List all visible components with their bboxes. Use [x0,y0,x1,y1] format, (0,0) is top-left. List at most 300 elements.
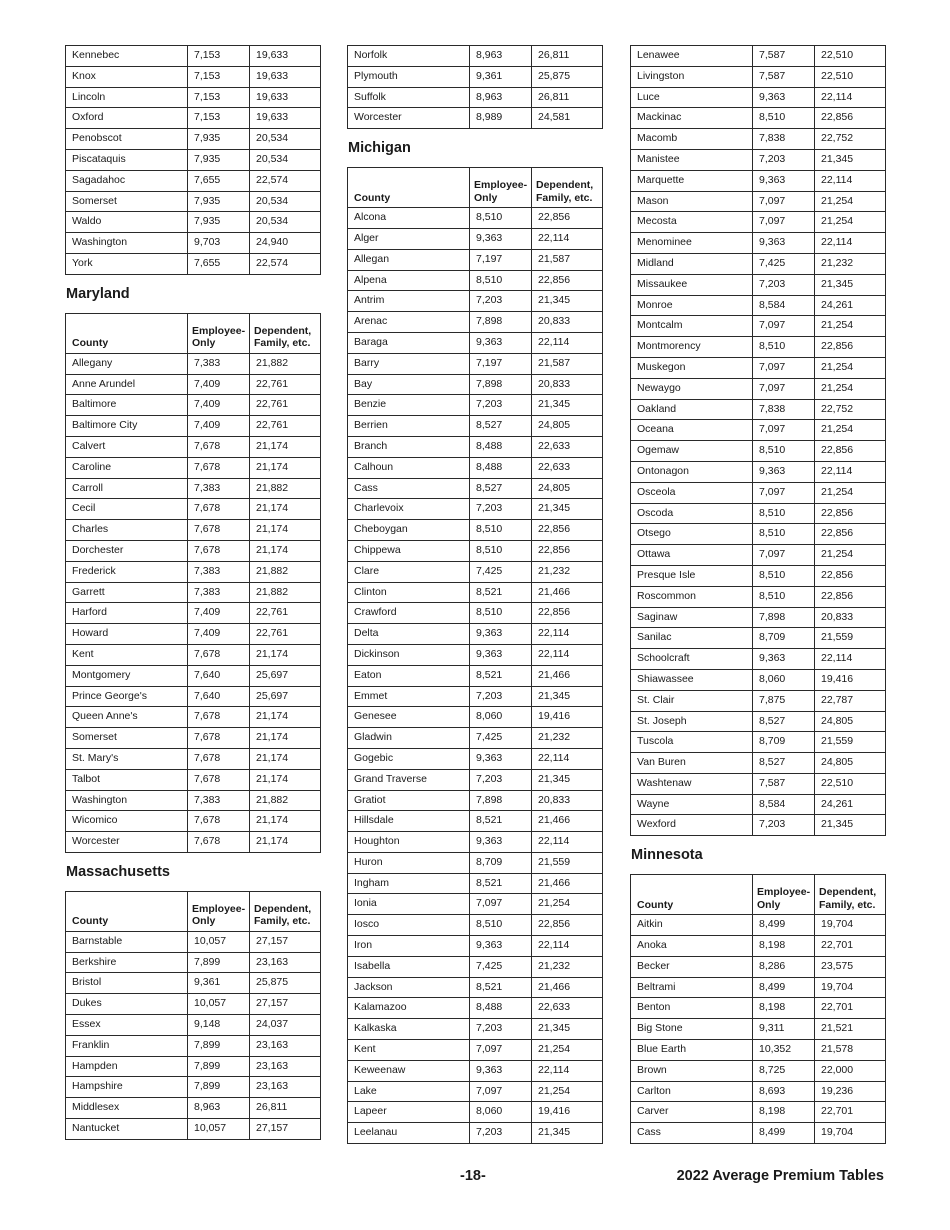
dependent-family-cell: 22,114 [815,87,886,108]
dependent-family-header: Dependent, Family, etc. [815,875,886,915]
county-cell: Ontonagon [631,461,753,482]
state-block [65,853,320,1140]
employee-only-header: Employee-Only [470,168,532,208]
table-row [66,769,321,790]
dependent-family-cell: 21,345 [532,769,603,790]
dependent-family-cell: 23,163 [250,1035,321,1056]
county-cell: Penobscot [66,129,188,150]
employee-only-cell: 8,499 [753,977,815,998]
dependent-family-cell: 23,163 [250,1077,321,1098]
county-cell: Worcester [348,108,470,129]
dependent-family-cell: 21,174 [250,832,321,853]
table-row [631,1081,886,1102]
table-row [348,374,603,395]
employee-only-cell: 8,510 [753,337,815,358]
employee-only-cell: 7,383 [188,561,250,582]
dependent-family-cell: 22,701 [815,936,886,957]
employee-only-cell: 7,409 [188,374,250,395]
dependent-family-cell: 22,574 [250,253,321,274]
county-cell: Washington [66,790,188,811]
table-row [348,832,603,853]
dependent-family-cell: 21,174 [250,811,321,832]
employee-only-cell: 7,409 [188,416,250,437]
employee-only-cell: 7,935 [188,212,250,233]
dependent-family-cell: 19,416 [532,1102,603,1123]
table-row [631,46,886,67]
employee-only-cell: 9,363 [753,233,815,254]
table-row [631,212,886,233]
dependent-family-cell: 22,701 [815,998,886,1019]
employee-only-cell: 7,097 [753,191,815,212]
dependent-family-cell: 21,174 [250,499,321,520]
state-title: Maryland [66,285,130,302]
employee-only-cell: 8,963 [470,87,532,108]
table-header-row [66,891,321,931]
employee-only-cell: 7,203 [753,274,815,295]
dependent-family-cell: 24,581 [532,108,603,129]
table-row [348,332,603,353]
employee-only-cell: 7,587 [753,46,815,67]
employee-only-cell: 8,521 [470,811,532,832]
table-row [631,503,886,524]
employee-only-cell: 10,057 [188,994,250,1015]
table-row [66,1035,321,1056]
table-row [348,66,603,87]
employee-only-cell: 7,935 [188,149,250,170]
table-row [631,129,886,150]
table-row [631,170,886,191]
table-row [348,624,603,645]
employee-only-cell: 8,198 [753,1102,815,1123]
county-cell: Mackinac [631,108,753,129]
county-cell: Otsego [631,524,753,545]
table-row [631,295,886,316]
employee-only-cell: 8,709 [753,732,815,753]
table-row [348,852,603,873]
county-cell: Benton [631,998,753,1019]
table-row [348,811,603,832]
employee-only-cell: 8,963 [188,1098,250,1119]
employee-only-cell: 7,678 [188,748,250,769]
table-row [631,936,886,957]
table-row [66,832,321,853]
county-cell: Cheboygan [348,520,470,541]
dependent-family-cell: 21,345 [532,499,603,520]
county-cell: Jackson [348,977,470,998]
county-cell: Crawford [348,603,470,624]
table-header-row [348,168,603,208]
employee-only-cell: 7,409 [188,624,250,645]
dependent-family-cell: 21,345 [532,686,603,707]
county-cell: Antrim [348,291,470,312]
employee-only-cell: 7,097 [753,357,815,378]
county-cell: Arenac [348,312,470,333]
employee-only-cell: 7,935 [188,191,250,212]
county-cell: Ingham [348,873,470,894]
table-row [348,977,603,998]
table-row [66,603,321,624]
county-cell: Benzie [348,395,470,416]
table-row [348,894,603,915]
dependent-family-cell: 22,574 [250,170,321,191]
column-3 [630,45,885,1144]
dependent-family-cell: 25,697 [250,665,321,686]
employee-only-cell: 7,203 [753,149,815,170]
employee-only-cell: 8,286 [753,956,815,977]
table-row [631,420,886,441]
table-row [631,1102,886,1123]
table-row [348,312,603,333]
county-cell: Osceola [631,482,753,503]
employee-only-cell: 8,510 [470,270,532,291]
dependent-family-cell: 21,174 [250,457,321,478]
employee-only-cell: 8,989 [470,108,532,129]
employee-only-cell: 9,363 [470,1060,532,1081]
county-cell: Ottawa [631,545,753,566]
dependent-family-cell: 22,856 [532,270,603,291]
dependent-family-cell: 21,466 [532,873,603,894]
employee-only-cell: 7,678 [188,499,250,520]
employee-only-cell: 8,510 [753,441,815,462]
dependent-family-cell: 22,856 [815,337,886,358]
table-row [348,956,603,977]
dependent-family-cell: 21,882 [250,790,321,811]
employee-only-cell: 7,898 [470,374,532,395]
employee-only-cell: 7,097 [470,894,532,915]
dependent-family-cell: 19,633 [250,87,321,108]
employee-only-cell: 7,678 [188,728,250,749]
county-cell: Charlevoix [348,499,470,520]
dependent-family-cell: 21,174 [250,769,321,790]
dependent-family-cell: 21,466 [532,582,603,603]
table-row [631,586,886,607]
table-row [66,994,321,1015]
employee-only-cell: 7,203 [470,395,532,416]
dependent-family-cell: 24,805 [815,753,886,774]
county-cell: Nantucket [66,1119,188,1140]
employee-only-cell: 7,203 [470,291,532,312]
employee-only-cell: 7,383 [188,353,250,374]
table-row [348,46,603,67]
county-cell: Huron [348,852,470,873]
table-row [66,811,321,832]
employee-only-cell: 8,510 [753,108,815,129]
dependent-family-cell: 21,882 [250,561,321,582]
table-row [348,686,603,707]
table-row [348,561,603,582]
employee-only-cell: 7,153 [188,108,250,129]
county-cell: Queen Anne's [66,707,188,728]
dependent-family-header: Dependent, Family, etc. [250,891,321,931]
county-cell: Sagadahoc [66,170,188,191]
dependent-family-cell: 22,787 [815,690,886,711]
table-row [631,378,886,399]
dependent-family-cell: 19,416 [532,707,603,728]
county-cell: Bay [348,374,470,395]
employee-only-cell: 7,678 [188,811,250,832]
dependent-family-cell: 21,254 [815,545,886,566]
dependent-family-cell: 24,261 [815,794,886,815]
employee-only-cell: 7,678 [188,540,250,561]
employee-only-cell: 7,203 [470,1123,532,1144]
table-row [348,395,603,416]
county-cell: Branch [348,436,470,457]
dependent-family-header: Dependent, Family, etc. [250,313,321,353]
employee-only-cell: 8,510 [470,603,532,624]
county-cell: Kent [348,1040,470,1061]
county-cell: Isabella [348,956,470,977]
table-row [66,973,321,994]
employee-only-cell: 9,363 [470,748,532,769]
table-row [348,520,603,541]
table-row [66,931,321,952]
dependent-family-cell: 20,833 [532,312,603,333]
county-cell: Washington [66,233,188,254]
dependent-family-cell: 22,752 [815,129,886,150]
dependent-family-cell: 21,254 [532,1081,603,1102]
dependent-family-cell: 21,254 [815,378,886,399]
table-row [631,87,886,108]
table-row [631,357,886,378]
table-row [631,711,886,732]
county-cell: Caroline [66,457,188,478]
county-cell: Somerset [66,728,188,749]
table-row [631,915,886,936]
county-cell: Ionia [348,894,470,915]
employee-only-cell: 8,510 [470,540,532,561]
county-cell: Dorchester [66,540,188,561]
dependent-family-cell: 21,882 [250,478,321,499]
dependent-family-cell: 21,587 [532,249,603,270]
employee-only-cell: 9,363 [470,832,532,853]
dependent-family-cell: 22,114 [532,748,603,769]
employee-only-cell: 8,709 [753,628,815,649]
county-cell: Harford [66,603,188,624]
employee-only-cell: 9,363 [470,644,532,665]
dependent-family-cell: 22,856 [532,540,603,561]
county-cell: Mecosta [631,212,753,233]
county-cell: Plymouth [348,66,470,87]
table-row [66,374,321,395]
table-row [348,228,603,249]
dependent-family-cell: 22,114 [532,228,603,249]
employee-only-cell: 9,311 [753,1019,815,1040]
dependent-family-cell: 22,114 [532,832,603,853]
dependent-family-cell: 20,833 [532,374,603,395]
employee-only-cell: 7,678 [188,436,250,457]
table-row [631,753,886,774]
table-row [631,773,886,794]
county-cell: Lake [348,1081,470,1102]
dependent-family-cell: 21,521 [815,1019,886,1040]
county-cell: Howard [66,624,188,645]
premium-table [65,313,321,853]
dependent-family-cell: 22,114 [815,649,886,670]
county-cell: Luce [631,87,753,108]
county-cell: Baltimore City [66,416,188,437]
dependent-family-cell: 22,761 [250,416,321,437]
county-cell: Wexford [631,815,753,836]
table-row [66,416,321,437]
table-row [348,436,603,457]
table-row [631,66,886,87]
table-row [348,478,603,499]
county-cell: Worcester [66,832,188,853]
county-cell: Sanilac [631,628,753,649]
county-cell: Kalamazoo [348,998,470,1019]
table-row [66,686,321,707]
table-row [66,540,321,561]
employee-only-cell: 8,725 [753,1060,815,1081]
employee-only-cell: 8,510 [470,520,532,541]
table-row [66,644,321,665]
county-cell: Wicomico [66,811,188,832]
dependent-family-cell: 19,704 [815,977,886,998]
table-row [66,191,321,212]
county-cell: Carver [631,1102,753,1123]
dependent-family-cell: 24,940 [250,233,321,254]
table-row [66,1077,321,1098]
dependent-family-cell: 26,811 [532,87,603,108]
table-row [631,461,886,482]
county-cell: Delta [348,624,470,645]
employee-only-cell: 8,060 [470,707,532,728]
county-cell: Presque Isle [631,565,753,586]
table-row [66,212,321,233]
employee-only-cell: 7,203 [470,769,532,790]
employee-only-cell: 7,097 [753,420,815,441]
county-cell: Leelanau [348,1123,470,1144]
table-row [631,233,886,254]
dependent-family-cell: 19,633 [250,66,321,87]
dependent-family-cell: 22,856 [815,524,886,545]
table-row [66,66,321,87]
state-block [630,45,885,836]
county-cell: Anoka [631,936,753,957]
dependent-family-cell: 24,261 [815,295,886,316]
county-cell: Tuscola [631,732,753,753]
dependent-family-cell: 21,559 [815,732,886,753]
premium-table [347,167,603,1144]
employee-only-cell: 7,898 [753,607,815,628]
county-cell: Emmet [348,686,470,707]
dependent-family-cell: 21,345 [815,815,886,836]
table-row [348,665,603,686]
county-cell: Barnstable [66,931,188,952]
dependent-family-cell: 20,534 [250,129,321,150]
dependent-family-cell: 21,232 [532,728,603,749]
dependent-family-cell: 22,114 [532,1060,603,1081]
dependent-family-cell: 23,163 [250,952,321,973]
county-cell: Lapeer [348,1102,470,1123]
table-row [66,108,321,129]
county-cell: Garrett [66,582,188,603]
table-row [66,561,321,582]
county-cell: Montmorency [631,337,753,358]
dependent-family-cell: 22,633 [532,998,603,1019]
employee-only-cell: 8,693 [753,1081,815,1102]
employee-only-cell: 8,510 [753,503,815,524]
county-cell: Big Stone [631,1019,753,1040]
county-cell: Kennebec [66,46,188,67]
table-row [66,748,321,769]
county-cell: Marquette [631,170,753,191]
county-cell: Grand Traverse [348,769,470,790]
county-cell: Cass [631,1123,753,1144]
county-cell: Kent [66,644,188,665]
table-row [348,915,603,936]
employee-only-cell: 7,197 [470,353,532,374]
column-1 [65,45,320,1140]
dependent-family-cell: 22,752 [815,399,886,420]
county-cell: Washtenaw [631,773,753,794]
dependent-family-cell: 22,761 [250,374,321,395]
employee-only-cell: 7,838 [753,399,815,420]
table-row [348,1060,603,1081]
employee-only-cell: 9,361 [470,66,532,87]
table-row [66,353,321,374]
employee-only-cell: 8,499 [753,1123,815,1144]
county-cell: Dukes [66,994,188,1015]
table-row [348,540,603,561]
dependent-family-cell: 22,510 [815,66,886,87]
column-2 [347,45,602,1144]
table-row [631,545,886,566]
employee-only-cell: 7,425 [753,253,815,274]
table-row [66,457,321,478]
dependent-family-cell: 19,633 [250,46,321,67]
dependent-family-cell: 26,811 [532,46,603,67]
document-title: 2022 Average Premium Tables [676,1168,884,1184]
employee-only-cell: 7,425 [470,956,532,977]
state-block [630,836,885,1144]
dependent-family-cell: 24,037 [250,1015,321,1036]
dependent-family-cell: 26,811 [250,1098,321,1119]
dependent-family-cell: 19,704 [815,915,886,936]
dependent-family-cell: 22,633 [532,457,603,478]
table-row [631,690,886,711]
county-cell: Berrien [348,416,470,437]
county-cell: Ogemaw [631,441,753,462]
table-row [66,46,321,67]
county-cell: Wayne [631,794,753,815]
employee-only-cell: 8,709 [470,852,532,873]
dependent-family-cell: 21,232 [532,956,603,977]
county-cell: Prince George's [66,686,188,707]
employee-only-cell: 7,655 [188,170,250,191]
table-row [348,208,603,229]
table-row [348,790,603,811]
table-row [348,457,603,478]
employee-only-cell: 7,097 [753,378,815,399]
table-row [66,790,321,811]
table-row [631,732,886,753]
premium-table [65,45,321,275]
employee-only-cell: 9,363 [470,624,532,645]
county-cell: Somerset [66,191,188,212]
county-cell: Gratiot [348,790,470,811]
table-row [631,977,886,998]
employee-only-cell: 7,153 [188,66,250,87]
employee-only-cell: 7,935 [188,129,250,150]
table-row [66,624,321,645]
table-row [66,582,321,603]
employee-only-header: Employee-Only [188,313,250,353]
county-cell: Gogebic [348,748,470,769]
table-row [348,499,603,520]
employee-only-cell: 7,383 [188,478,250,499]
page-number: -18- [460,1168,486,1184]
